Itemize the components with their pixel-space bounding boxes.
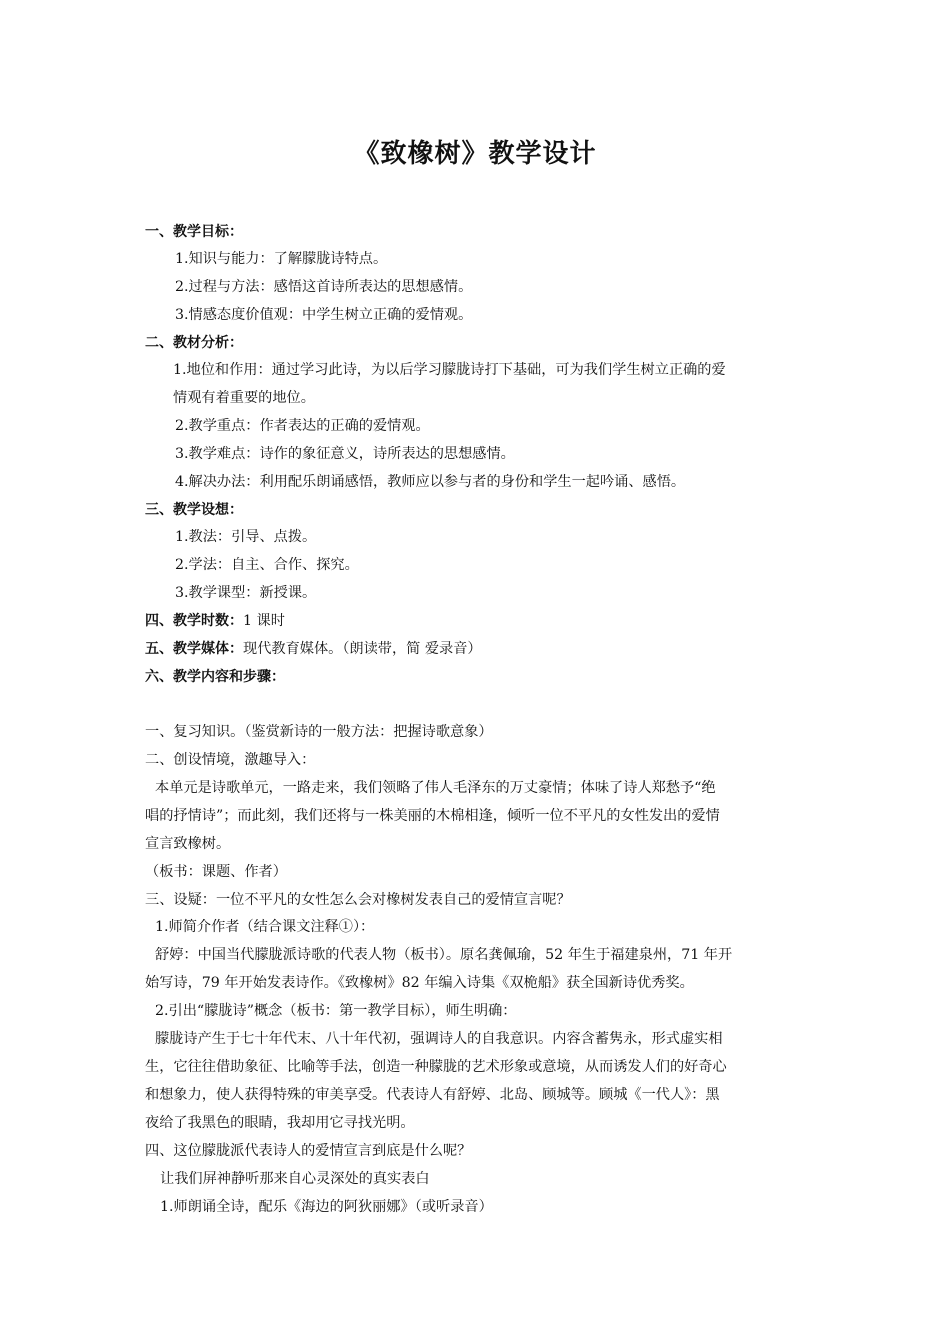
step-4-item-1: 1.师朗诵全诗，配乐《海边的阿狄丽娜》（或听录音） — [160, 1199, 493, 1215]
analysis-item-1-line-1: 1.地位和作用：通过学习此诗，为以后学习朦胧诗打下基础，可为我们学生树立正确的爱 — [173, 362, 726, 378]
step-3-item-1: 1.师简介作者（结合课文注释①）： — [155, 919, 375, 935]
step-3-item-1-line-2: 始写诗，79 年开始发表诗作。《致橡树》82 年编入诗集《双桅船》获全国新诗优秀奖。 — [145, 975, 694, 991]
analysis-item-3: 3.教学难点：诗作的象征意义，诗所表达的思想感情。 — [175, 446, 515, 462]
step-2: 二、创设情境，激趣导入： — [145, 752, 316, 768]
step-4-line: 让我们屏神静听那来自心灵深处的真实表白 — [160, 1171, 430, 1187]
step-4: 四、这位朦胧派代表诗人的爱情宣言到底是什么呢？ — [145, 1143, 472, 1159]
step-3-item-2-line-4: 夜给了我黑色的眼睛，我却用它寻找光明。 — [145, 1115, 415, 1131]
step-2-paragraph-line-3: 宣言致橡树。 — [145, 836, 231, 852]
step-3-item-2-line-2: 生，它往往借助象征、比喻等手法，创造一种朦胧的艺术形象或意境，从而诱发人们的好奇心 — [145, 1059, 727, 1075]
section-heading-steps: 六、教学内容和步骤： — [145, 669, 285, 685]
goal-item-3: 3.情感态度价值观：中学生树立正确的爱情观。 — [175, 307, 473, 323]
analysis-item-1-line-2: 情观有着重要的地位。 — [173, 390, 315, 406]
hours-value: 1 课时 — [243, 613, 285, 629]
plan-item-2: 2.学法：自主、合作、探究。 — [175, 557, 359, 573]
step-3-item-2-line-1: 朦胧诗产生于七十年代末、八十年代初，强调诗人的自我意识。内容含蓄隽永，形式虚实相 — [155, 1031, 723, 1047]
media-value: 现代教育媒体。（朗读带，简 爱录音） — [243, 641, 482, 657]
step-3-item-2-line-3: 和想象力，使人获得特殊的审美享受。代表诗人有舒婷、北岛、顾城等。顾城《一代人》：黑 — [145, 1087, 720, 1103]
step-3-item-2: 2.引出“朦胧诗”概念（板书：第一教学目标），师生明确： — [155, 1003, 517, 1019]
analysis-item-4: 4.解决办法：利用配乐朗诵感悟，教师应以参与者的身份和学生一起吟诵、感悟。 — [175, 474, 686, 490]
section-heading-hours: 四、教学时数： — [145, 613, 243, 629]
section-heading-goals: 一、教学目标： — [145, 224, 243, 240]
goal-item-1: 1.知识与能力：了解朦胧诗特点。 — [175, 251, 388, 267]
section-heading-plan: 三、教学设想： — [145, 502, 243, 518]
step-1: 一、复习知识。（鉴赏新诗的一般方法：把握诗歌意象） — [145, 724, 493, 740]
section-heading-analysis: 二、教材分析： — [145, 335, 243, 351]
section-hours — [145, 611, 810, 631]
step-2-paragraph-line-2: 唱的抒情诗”；而此刻，我们还将与一株美丽的木棉相逢，倾听一位不平凡的女性发出的爱情 — [145, 808, 720, 824]
document-title: 《致橡树》教学设计 — [353, 139, 597, 169]
plan-item-3: 3.教学课型：新授课。 — [175, 585, 317, 601]
analysis-item-2: 2.教学重点：作者表达的正确的爱情观。 — [175, 418, 430, 434]
step-3: 三、设疑：一位不平凡的女性怎么会对橡树发表自己的爱情宣言呢？ — [145, 892, 571, 908]
section-media — [145, 639, 810, 659]
step-2-paragraph-line-1: 本单元是诗歌单元，一路走来，我们领略了伟人毛泽东的万丈豪情；体味了诗人郑愁予“绝 — [155, 780, 716, 796]
step-3-item-1-line-1: 舒婷：中国当代朦胧派诗歌的代表人物（板书）。原名龚佩瑜，52 年生于福建泉州，71 年开 — [155, 947, 733, 963]
section-heading-media: 五、教学媒体： — [145, 641, 243, 657]
board-note-1: （板书：课题、作者） — [145, 864, 287, 880]
goal-item-2: 2.过程与方法：感悟这首诗所表达的思想感情。 — [175, 279, 473, 295]
plan-item-1: 1.教法：引导、点拨。 — [175, 529, 317, 545]
